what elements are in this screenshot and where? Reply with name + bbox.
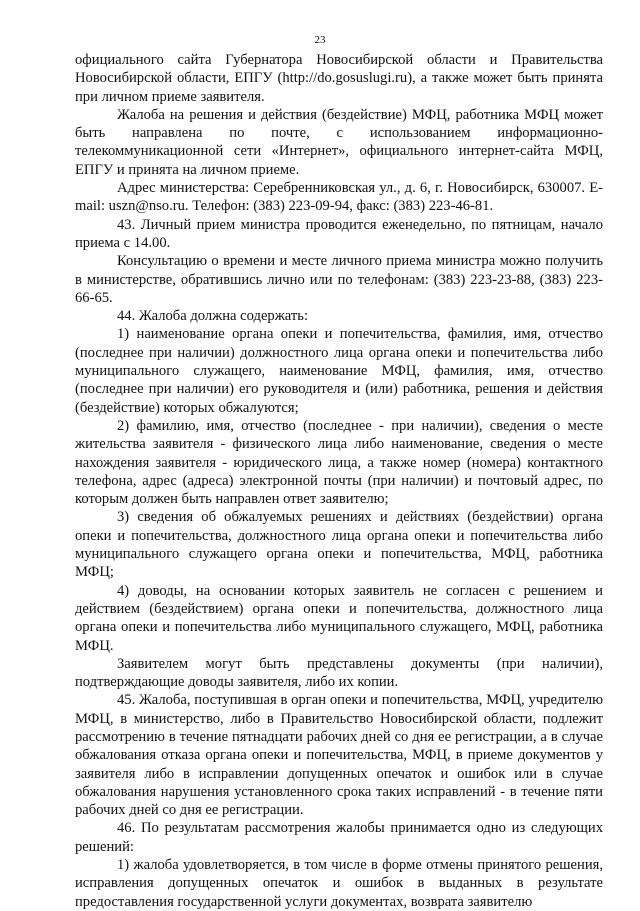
paragraph-continuation: официального сайта Губернатора Новосибирской области и Правительства Новосибирской области, ЕПГУ (http://do.gosuslugi.ru), а также может быть принята при личном приеме заявителя. [75,52,603,105]
list-item-44-1: 1) наименование органа опеки и попечительства, фамилия, имя, отчество (последнее при наличии) должностного лица органа опеки и попечительства либо муниципального служащего, наименование МФЦ, фамилия, имя, отчество (последнее при наличии) его руководителя и (или) работника, решения и действия (бездействие) которых обжалуются; [75,326,603,416]
paragraph-documents: Заявителем могут быть представлены документы (при наличии), подтверждающие доводы заявителя, либо их копии. [75,655,603,691]
list-item-44-2: 2) фамилию, имя, отчество (последнее - при наличии), сведения о месте жительства заявителя - физического лица либо наименование, сведения о месте нахождения заявителя - юридического лица, а также номер (номера) контактного телефона, адрес (адреса) электронной почты (при наличии) и почтовый адрес, по которым должен быть направлен ответ заявителю; [75,417,603,508]
paragraph-consultation: Консультацию о времени и месте личного приема министра можно получить в министерстве, обратившись лично или по телефонам: (383) 223-23-88, (383) 223-66-65. [75,253,603,306]
paragraph-46: 46. По результатам рассмотрения жалобы принимается одно из следующих решений: [75,820,603,855]
list-item-44-3: 3) сведения об обжалуемых решениях и действиях (бездействии) органа опеки и попечительства, должностного лица органа опеки и попечительства либо муниципального служащего органа опеки и попечительства, МФЦ, работника МФЦ; [75,509,603,581]
paragraph-45: 45. Жалоба, поступившая в орган опеки и попечительства, МФЦ, учредителю МФЦ, в министерство, либо в Правительство Новосибирской области, подлежит рассмотрению в течение пятнадцати рабочих дней со дня ее регистрации, а в случае обжалования отказа органа опеки и попечительства, МФЦ, в приеме документов у заявителя либо в исправлении допущенных опечаток и ошибок или в случае обжалования нарушения установленного срока таких исправлений - в течение пяти рабочих дней со дня ее регистрации. [75,692,603,819]
paragraph-43: 43. Личный прием министра проводится еженедельно, по пятницам, начало приема с 14.00. [75,216,603,251]
paragraph-complaint-mfc: Жалоба на решения и действия (бездействие) МФЦ, работника МФЦ может быть направлена по почте, с использованием информационно-телекоммуникационной сети «Интернет», официального интернет-сайта МФЦ, ЕПГУ и принята на личном приеме. [75,106,603,178]
paragraph-ministry-address: Адрес министерства: Серебренниковская ул., д. 6, г. Новосибирск, 630007. E-mail: uszn@nso.ru. Телефон: (383) 223-09-94, факс: (383) 223-46-81. [75,180,603,215]
paragraph-44: 44. Жалоба должна содержать: [117,308,308,325]
list-item-44-4: 4) доводы, на основании которых заявитель не согласен с решением и действием (бездействием) органа опеки и попечительства, должностного лица органа опеки и попечительства либо муниципального служащего, МФЦ, работника МФЦ. [75,582,603,654]
list-item-46-1: 1) жалоба удовлетворяется, в том числе в форме отмены принятого решения, исправления допущенных опечаток и ошибок в выданных в результате предоставления государственной услуги документах, возврата заявителю [75,857,603,910]
page-number: 23 [314,34,326,46]
document-body [75,51,603,911]
